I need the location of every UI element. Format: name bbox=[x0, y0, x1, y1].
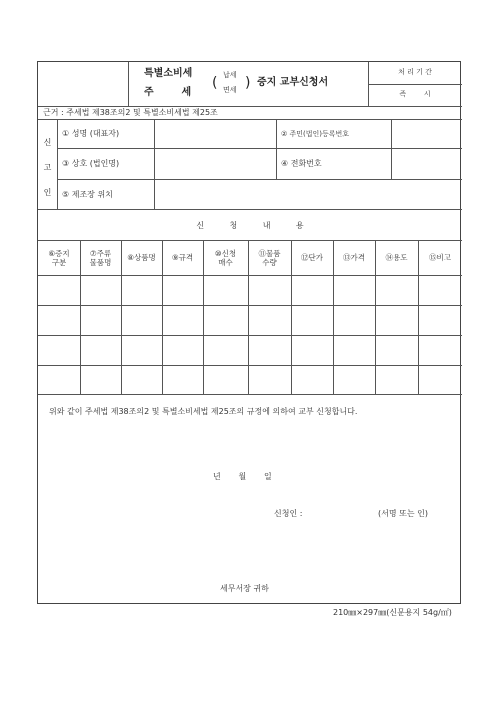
applicant-signature-field[interactable] bbox=[318, 506, 378, 520]
table-column-header-line: ⑪물품 bbox=[258, 248, 281, 258]
table-column-header bbox=[80, 249, 121, 267]
table-cell[interactable] bbox=[292, 366, 332, 394]
name-field[interactable] bbox=[155, 120, 275, 148]
title-left-divider bbox=[128, 62, 129, 106]
name-label: ① 성명 (대표자) bbox=[62, 129, 120, 138]
table-column-header-line: ⑨규격 bbox=[171, 253, 194, 262]
table-cell[interactable] bbox=[81, 306, 120, 334]
table-column-header-line: 매수 bbox=[218, 257, 233, 267]
applicant-label-2: 고 bbox=[43, 163, 52, 172]
table-cell[interactable] bbox=[39, 276, 79, 304]
table-column-header-line: 수량 bbox=[262, 257, 277, 267]
title-paren-open: ( bbox=[212, 75, 218, 91]
declaration-text: 위와 같이 주세법 제38조의2 및 특별소비세법 제25조의 규정에 의하여 교부 신청합니다. bbox=[49, 407, 358, 416]
trade-name-label: ③ 상호 (법인명) bbox=[62, 159, 120, 168]
table-cell[interactable] bbox=[163, 306, 202, 334]
table-column-header-line: ⑬가격 bbox=[343, 253, 365, 262]
table-column-header bbox=[375, 253, 418, 262]
table-column-header-line: 구분 bbox=[51, 257, 67, 267]
table-cell[interactable] bbox=[334, 366, 374, 394]
table-cell[interactable] bbox=[122, 366, 161, 394]
table-column-header-line: ⑥증지 bbox=[48, 248, 70, 258]
phone-label: ④ 전화번호 bbox=[281, 159, 322, 168]
table-cell[interactable] bbox=[249, 336, 290, 364]
title-tax-type-1: 특별소비세 bbox=[144, 68, 193, 79]
table-cell[interactable] bbox=[81, 366, 120, 394]
table-column-header bbox=[333, 253, 375, 262]
processing-period-value: 즉 시 bbox=[399, 90, 431, 98]
table-column-header-line: 물품명 bbox=[89, 257, 112, 267]
factory-location-field[interactable] bbox=[155, 180, 461, 209]
table-cell[interactable] bbox=[334, 306, 374, 334]
table-cell[interactable] bbox=[292, 336, 332, 364]
title-paren-close: ) bbox=[245, 75, 251, 91]
table-cell[interactable] bbox=[419, 366, 461, 394]
table-column-header-line: ⑭용도 bbox=[385, 253, 408, 262]
applicant-label-3: 인 bbox=[43, 188, 52, 197]
table-cell[interactable] bbox=[249, 276, 290, 304]
header-bottom-line bbox=[38, 106, 462, 107]
phone-field[interactable] bbox=[392, 149, 461, 179]
legal-basis: 근거 : 주세법 제38조의2 및 특별소비세법 제25조 bbox=[43, 108, 218, 117]
table-cell[interactable] bbox=[81, 276, 120, 304]
table-cell[interactable] bbox=[39, 336, 79, 364]
paper-spec-footer: 210㎜×297㎜(신문용지 54g/㎡) bbox=[333, 608, 452, 617]
table-column-header-line: ⑫단가 bbox=[301, 253, 323, 262]
table-column-header-line: ⑧상품명 bbox=[127, 253, 156, 262]
title-option-exemption: 면세 bbox=[223, 86, 237, 94]
resident-number-field[interactable] bbox=[392, 120, 461, 148]
table-cell[interactable] bbox=[81, 336, 120, 364]
table-cell[interactable] bbox=[419, 306, 461, 334]
application-section-title: 신 청 내 용 bbox=[196, 221, 304, 230]
table-cell[interactable] bbox=[249, 306, 290, 334]
table-column-header-line: ⑮비고 bbox=[429, 253, 451, 262]
table-cell[interactable] bbox=[204, 366, 247, 394]
table-cell[interactable] bbox=[163, 276, 202, 304]
table-cell[interactable] bbox=[122, 306, 161, 334]
applicant-label-divider bbox=[57, 119, 58, 209]
table-cell[interactable] bbox=[163, 366, 202, 394]
applicant-bottom-line bbox=[38, 209, 462, 210]
application-table bbox=[38, 240, 462, 394]
processing-divider bbox=[368, 84, 462, 85]
table-column-header bbox=[291, 253, 333, 262]
table-cell[interactable] bbox=[419, 336, 461, 364]
table-cell[interactable] bbox=[122, 336, 161, 364]
signature-seal-note: (서명 또는 인) bbox=[378, 509, 428, 518]
table-cell[interactable] bbox=[292, 306, 332, 334]
table-cell[interactable] bbox=[122, 276, 161, 304]
table-cell[interactable] bbox=[419, 276, 461, 304]
table-cell[interactable] bbox=[334, 276, 374, 304]
applicant-label-1: 신 bbox=[43, 138, 52, 147]
table-cell[interactable] bbox=[204, 276, 247, 304]
table-column-header bbox=[162, 253, 203, 262]
table-column-header bbox=[203, 249, 248, 267]
table-cell[interactable] bbox=[334, 336, 374, 364]
applicant-signature-label: 신청인 : bbox=[274, 509, 303, 518]
table-column-header bbox=[248, 249, 291, 267]
application-form bbox=[37, 61, 461, 604]
table-cell[interactable] bbox=[376, 306, 417, 334]
page-title: 증지 교부신청서 bbox=[257, 77, 329, 88]
table-cell[interactable] bbox=[204, 306, 247, 334]
date-line: 년 월 일 bbox=[213, 472, 272, 481]
trade-name-field[interactable] bbox=[155, 149, 275, 179]
resident-number-label: ② 주민(법인)등록번호 bbox=[281, 130, 350, 138]
applicant-mid-divider bbox=[276, 119, 277, 179]
table-cell[interactable] bbox=[163, 336, 202, 364]
table-column-header bbox=[38, 249, 80, 267]
table-cell[interactable] bbox=[204, 336, 247, 364]
title-tax-type-2: 주 세 bbox=[144, 87, 192, 98]
table-cell[interactable] bbox=[39, 366, 79, 394]
table-cell[interactable] bbox=[376, 276, 417, 304]
table-cell[interactable] bbox=[249, 366, 290, 394]
table-cell[interactable] bbox=[376, 366, 417, 394]
recipient-line: 세무서장 귀하 bbox=[220, 584, 269, 593]
factory-location-label: ⑤ 제조장 위치 bbox=[62, 190, 113, 199]
table-column-header bbox=[418, 253, 462, 262]
table-column-header bbox=[121, 253, 162, 262]
table-cell[interactable] bbox=[376, 336, 417, 364]
table-bottom-line bbox=[38, 394, 462, 395]
processing-period-label: 처 리 기 간 bbox=[398, 68, 432, 76]
title-option-payment: 납세 bbox=[223, 71, 237, 79]
table-column-header-line: ⑦주류 bbox=[89, 248, 112, 258]
table-cell[interactable] bbox=[292, 276, 332, 304]
table-column-header-line: ⑩신청 bbox=[214, 248, 237, 258]
table-cell[interactable] bbox=[39, 306, 79, 334]
